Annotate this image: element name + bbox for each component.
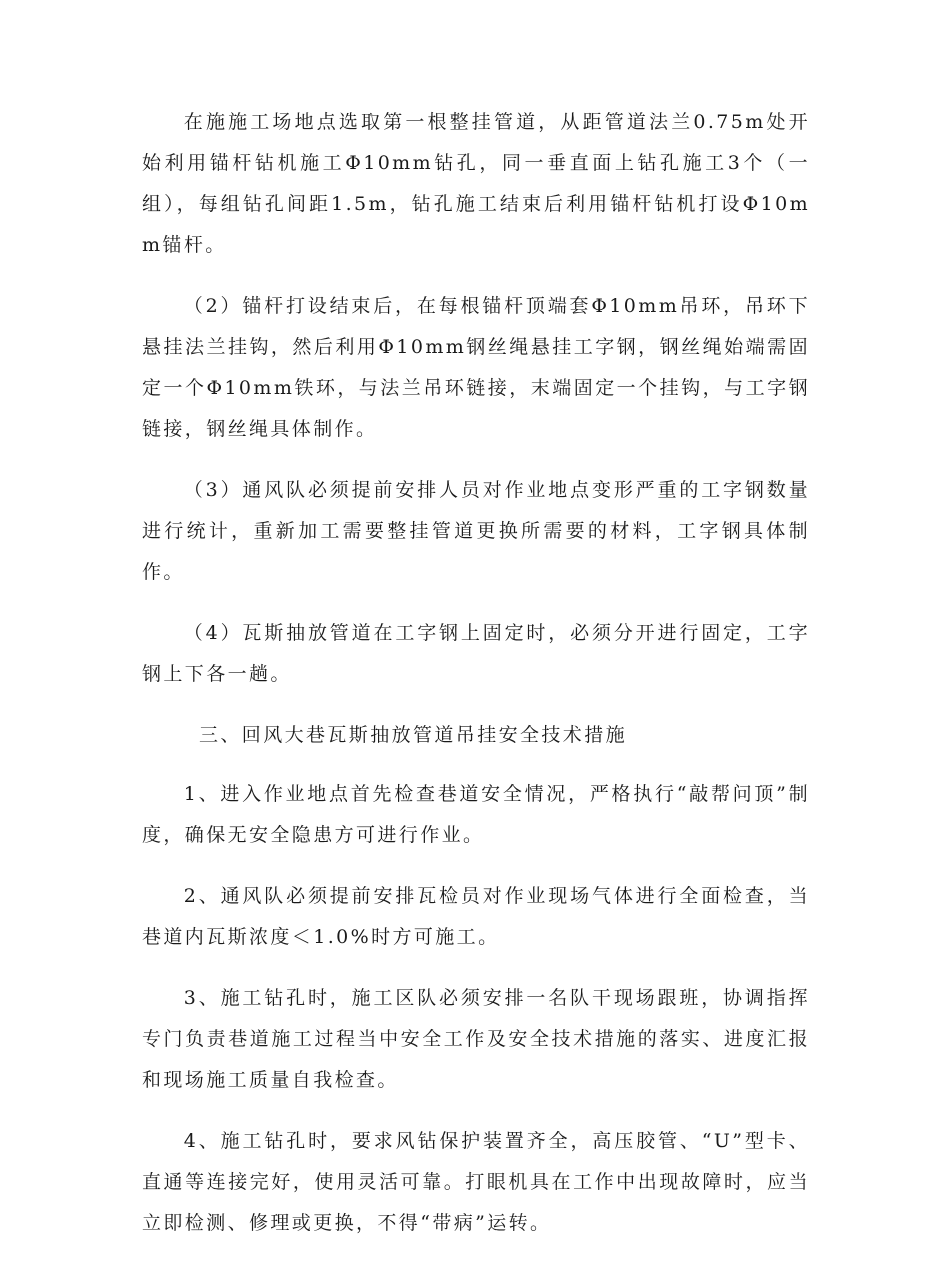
paragraph-safety-3: 3、施工钻孔时，施工区队必须安排一名队干现场跟班，协调指挥专门负责巷道施工过程当中安全工作及安全技术措施的落实、进度汇报和现场施工质量自我检查。 [142, 987, 810, 1091]
paragraph-construction-drilling: 在施施工场地点选取第一根整挂管道，从距管道法兰0.75m处开始利用锚杆钻机施工Φ10mm钻孔，同一垂直面上钻孔施工3个（一组），每组钻孔间距1.5m，钻孔施工结束后利用锚杆钻机打设Φ10mm锚杆。 [142, 111, 810, 256]
paragraph-safety-2: 2、通风队必须提前安排瓦检员对作业现场气体进行全面检查，当巷道内瓦斯浓度＜1.0%时方可施工。 [142, 885, 810, 948]
paragraph-safety-1: 1、进入作业地点首先检查巷道安全情况，严格执行“敲帮问顶”制度，确保无安全隐患方可进行作业。 [142, 783, 810, 846]
paragraph-step-4-fixing: （4）瓦斯抽放管道在工字钢上固定时，必须分开进行固定，工字钢上下各一趟。 [142, 622, 810, 685]
document-body [142, 102, 810, 1264]
paragraph-step-3-statistics: （3）通风队必须提前安排人员对作业地点变形严重的工字钢数量进行统计，重新加工需要整挂管道更换所需要的材料，工字钢具体制作。 [142, 479, 810, 583]
paragraph-safety-4: 4、施工钻孔时，要求风钻保护装置齐全，高压胶管、“U”型卡、直通等连接完好，使用灵活可靠。打眼机具在工作中出现故障时，应当立即检测、修理或更换，不得“带病”运转。 [142, 1130, 810, 1234]
section-heading-safety-measures: 三、回风大巷瓦斯抽放管道吊挂安全技术措施 [199, 724, 628, 746]
paragraph-step-2-anchor: （2）锚杆打设结束后，在每根锚杆顶端套Φ10mm吊环，吊环下悬挂法兰挂钩，然后利用Φ10mm钢丝绳悬挂工字钢，钢丝绳始端需固定一个Φ10mm铁环，与法兰吊环链接，末端固定一个挂钩，与工字钢链接，钢丝绳具体制作。 [142, 295, 810, 440]
